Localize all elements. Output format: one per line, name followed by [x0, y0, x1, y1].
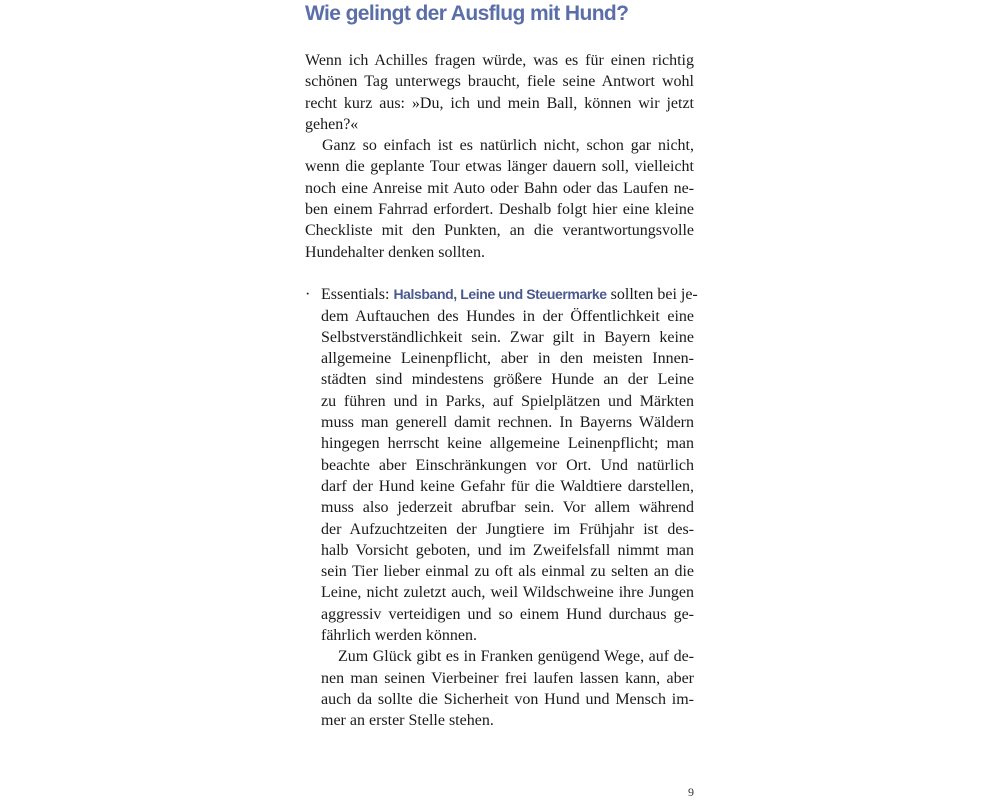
text-line: schönen Tag unterwegs braucht, fiele seine Antwort wohl — [305, 73, 694, 91]
text-line: sein Tier lieber einmal zu oft als einmal zu selten an die — [321, 563, 694, 581]
text-line: allgemeine Leinenpflicht, aber in den meisten Innen- — [321, 350, 694, 368]
text-line: Selbstverständlichkeit sein. Zwar gilt in Bayern keine — [321, 328, 694, 346]
book-page — [305, 0, 698, 800]
text-line: städten sind mindestens größere Hunde an der Leine — [321, 371, 694, 389]
text-line: Zum Glück gibt es in Franken genügend Wege, auf de- — [338, 648, 694, 666]
text-line: muss man generell damit rechnen. In Bayerns Wäldern — [321, 414, 694, 432]
text-fragment: sollten bei je- — [606, 286, 698, 304]
text-line: Checkliste mit den Punkten, an die verantwortungsvolle — [305, 222, 694, 240]
text-line: Ganz so einfach ist es natürlich nicht, schon gar nicht, — [322, 137, 694, 155]
text-line: muss also jederzeit abrufbar sein. Vor allem während — [321, 499, 694, 517]
text-line: recht kurz aus: »Du, ich und mein Ball, können wir jetzt — [305, 94, 694, 112]
text-line: mer an erster Stelle stehen. — [321, 712, 494, 730]
text-line: beachte aber Einschränkungen vor Ort. Und natürlich — [321, 456, 694, 474]
text-line: Leine, nicht zuletzt auch, weil Wildschweine ihre Jungen — [321, 584, 694, 602]
intro-paragraph-1 — [305, 50, 694, 135]
text-line: halb Vorsicht geboten, und im Zweifelsfall nimmt man — [321, 541, 694, 559]
highlight-essentials: Halsband, Leine und Steuermarke — [393, 286, 607, 303]
text-line: ben einem Fahrrad erfordert. Deshalb folgt hier eine kleine — [305, 201, 694, 219]
page-number: 9 — [688, 785, 694, 799]
text-line: noch eine Anreise mit Auto oder Bahn oder das Laufen ne- — [305, 179, 694, 197]
text-line: wenn die geplante Tour etwas länger dauern soll, vielleicht — [305, 158, 694, 176]
text-line: zu führen und in Parks, auf Spielplätzen und Märkten — [321, 392, 694, 410]
text-line: nen man seinen Vierbeiner frei laufen lassen kann, aber — [321, 669, 694, 687]
text-line: Hundehalter denken sollten. — [305, 243, 485, 261]
section-heading: Wie gelingt der Ausflug mit Hund? — [305, 2, 629, 25]
paragraph-gap — [305, 263, 694, 284]
text-line: aggressiv verteidigen und so einem Hund durchaus ge- — [321, 605, 694, 623]
text-line: fährlich werden können. — [321, 627, 477, 645]
text-line: darf der Hund keine Gefahr für die Waldtiere darstellen, — [321, 477, 694, 495]
text-line: dem Auftauchen des Hundes in der Öffentlichkeit eine — [321, 307, 694, 325]
checklist — [305, 284, 698, 731]
essentials-label: Essentials: — [321, 286, 394, 304]
checklist-item-essentials — [321, 284, 698, 731]
text-line: Wenn ich Achilles fragen würde, was es für einen richtig — [305, 52, 694, 69]
intro-paragraph-2 — [305, 135, 694, 263]
text-line: auch da sollte die Sicherheit von Hund und Mensch im- — [321, 690, 694, 708]
text-line — [321, 284, 698, 305]
text-line: der Aufzuchtzeiten der Jungtiere im Frühjahr ist des- — [321, 520, 694, 538]
body-text — [305, 50, 698, 732]
text-line: gehen?« — [305, 115, 359, 133]
text-line: hingegen herrscht keine allgemeine Leinenpflicht; man — [321, 435, 694, 453]
bullet-point: · — [305, 286, 311, 304]
